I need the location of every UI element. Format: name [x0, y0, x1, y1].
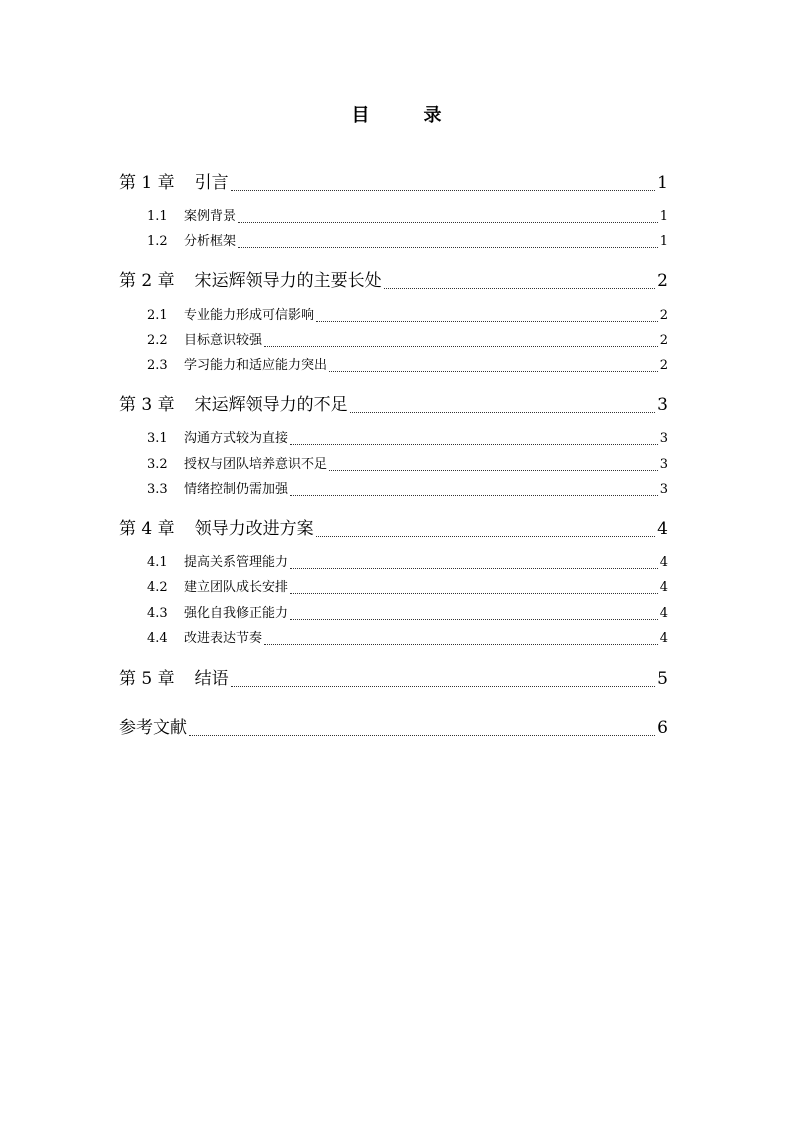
entry-number: 第 2 章	[119, 271, 175, 291]
entry-number: 1.1	[147, 209, 168, 224]
entry-label: 宋运辉领导力的主要长处	[194, 271, 382, 291]
toc-entry-section-3-2[interactable]	[147, 456, 668, 474]
dot-leader	[238, 210, 658, 223]
entry-label: 宋运辉领导力的不足	[194, 395, 348, 415]
entry-number: 3.2	[147, 457, 168, 472]
dot-leader	[350, 396, 656, 413]
toc-entry-section-3-1[interactable]	[147, 430, 668, 448]
entry-page-number: 2	[659, 333, 668, 348]
entry-page-number: 6	[657, 718, 668, 738]
toc-entry-section-4-1[interactable]	[147, 554, 668, 572]
entry-page-number: 4	[659, 606, 668, 621]
dot-leader	[290, 607, 658, 620]
dot-leader	[264, 334, 658, 347]
entry-page-number: 1	[657, 173, 668, 193]
entry-label: 专业能力形成可信影响	[184, 308, 315, 323]
entry-number: 第 5 章	[119, 669, 175, 689]
entry-page-number: 2	[657, 271, 668, 291]
toc-entry-section-4-2[interactable]	[147, 579, 668, 597]
toc-entry-references[interactable]	[119, 716, 668, 740]
entry-number: 2.3	[147, 358, 168, 373]
entry-label: 改进表达节奏	[184, 631, 263, 646]
entry-label: 强化自我修正能力	[184, 606, 289, 621]
toc-entry-chapter-1[interactable]	[119, 171, 668, 195]
entry-page-number: 3	[659, 482, 668, 497]
entry-label: 结语	[194, 669, 229, 689]
dot-leader	[231, 670, 656, 687]
toc-entry-section-1-1[interactable]	[147, 208, 668, 226]
entry-page-number: 2	[659, 308, 668, 323]
dot-leader	[329, 359, 658, 372]
entry-number: 2.2	[147, 333, 168, 348]
entry-number: 3.3	[147, 482, 168, 497]
dot-leader	[231, 174, 656, 191]
entry-label: 授权与团队培养意识不足	[184, 457, 328, 472]
entry-page-number: 4	[659, 631, 668, 646]
toc-entry-chapter-5[interactable]	[119, 667, 668, 691]
dot-leader	[290, 556, 658, 569]
toc-entry-chapter-2[interactable]	[119, 269, 668, 293]
toc-entry-section-3-3[interactable]	[147, 481, 668, 499]
entry-number: 2.1	[147, 308, 168, 323]
dot-leader	[238, 235, 658, 248]
entry-label: 参考文献	[119, 718, 187, 738]
toc-title: 目 录	[351, 105, 460, 126]
entry-page-number: 2	[659, 358, 668, 373]
entry-number: 第 4 章	[119, 519, 175, 539]
entry-label: 沟通方式较为直接	[184, 431, 289, 446]
toc-entry-section-2-3[interactable]	[147, 357, 668, 375]
toc-entry-section-2-2[interactable]	[147, 332, 668, 350]
toc-entry-section-1-2[interactable]	[147, 233, 668, 251]
entry-page-number: 3	[659, 431, 668, 446]
toc-entry-chapter-4[interactable]	[119, 517, 668, 541]
entry-number: 第 3 章	[119, 395, 175, 415]
entry-number: 1.2	[147, 234, 168, 249]
entry-number: 4.2	[147, 580, 168, 595]
dot-leader	[329, 458, 658, 471]
dot-leader	[290, 483, 658, 496]
entry-page-number: 3	[659, 457, 668, 472]
entry-label: 引言	[194, 173, 229, 193]
toc-entry-chapter-3[interactable]	[119, 393, 668, 417]
dot-leader	[290, 581, 658, 594]
toc-entry-section-4-3[interactable]	[147, 605, 668, 623]
entry-page-number: 1	[659, 234, 668, 249]
entry-page-number: 4	[659, 555, 668, 570]
dot-leader	[316, 309, 658, 322]
entry-label: 情绪控制仍需加强	[184, 482, 289, 497]
entry-label: 提高关系管理能力	[184, 555, 289, 570]
entry-number: 4.1	[147, 555, 168, 570]
entry-label: 案例背景	[184, 209, 237, 224]
entry-page-number: 1	[659, 209, 668, 224]
dot-leader	[384, 272, 656, 289]
entry-label: 学习能力和适应能力突出	[184, 358, 328, 373]
entry-label: 分析框架	[184, 234, 237, 249]
entry-label: 目标意识较强	[184, 333, 263, 348]
entry-label: 建立团队成长安排	[184, 580, 289, 595]
entry-number: 4.4	[147, 631, 168, 646]
entry-number: 第 1 章	[119, 173, 175, 193]
entry-number: 3.1	[147, 431, 168, 446]
dot-leader	[316, 520, 656, 537]
dot-leader	[264, 632, 658, 645]
entry-page-number: 4	[659, 580, 668, 595]
entry-page-number: 5	[657, 669, 668, 689]
dot-leader	[189, 719, 655, 736]
entry-label: 领导力改进方案	[194, 519, 314, 539]
toc-entry-section-4-4[interactable]	[147, 630, 668, 648]
entry-number: 4.3	[147, 606, 168, 621]
entry-page-number: 4	[657, 519, 668, 539]
dot-leader	[290, 432, 658, 445]
toc-entry-section-2-1[interactable]	[147, 307, 668, 325]
entry-page-number: 3	[657, 395, 668, 415]
